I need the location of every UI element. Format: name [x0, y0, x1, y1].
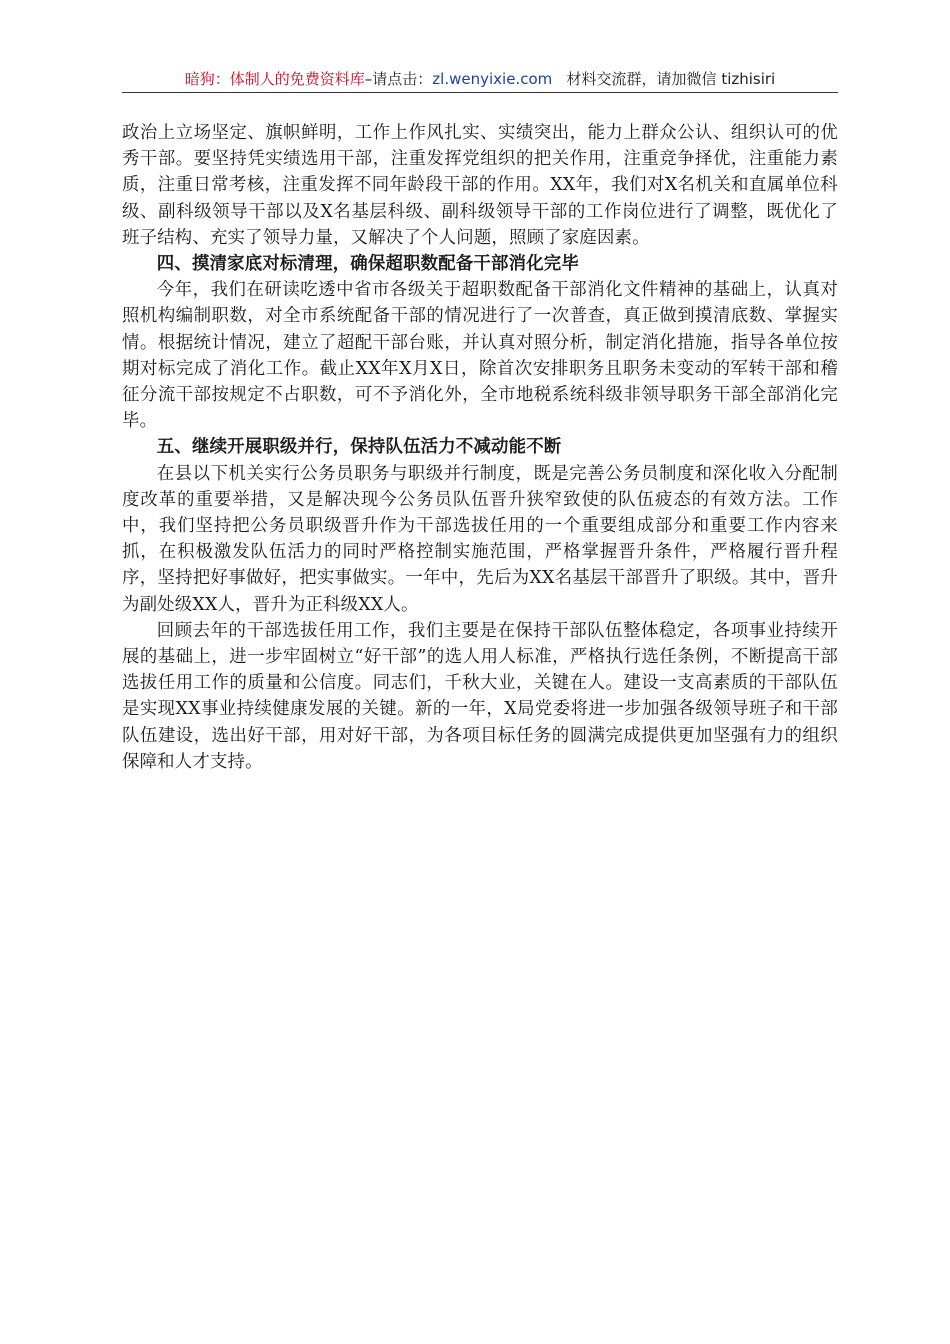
header-brand: 暗狗：体制人的免费资料库	[184, 70, 365, 88]
section-heading-4: 四、摸清家底对标清理，确保超职数配备干部消化完毕	[156, 254, 579, 275]
header-group-text: 材料交流群，请加微信 tizhisiri	[566, 70, 776, 88]
paragraph-section-5: 在县以下机关实行公务员职务与职级并行制度，既是完善公务员制度和深化收入分配制度改革的重要举措，又是解决现今公务员队伍晋升狭窄致使的队伍疲态的有效方法。工作中，我们坚持把公务员职级晋升作为干部选拔任用的一个重要组成部分和重要工作内容来抓，在积极激发队伍活力的同时严格控制实施范围，严格掌握晋升条件，严格履行晋升程序，坚持把好事做好，把实事做实。一年中，先后为XX名基层干部晋升了职级。其中，晋升为副处级XX人，晋升为正科级XX人。	[122, 463, 838, 615]
header-url-link[interactable]: zl.wenyixie.com	[432, 70, 553, 88]
page-header	[122, 66, 838, 93]
section-heading-5: 五、继续开展职级并行，保持队伍活力不减动能不断	[156, 437, 562, 458]
paragraph-section-4: 今年，我们在研读吃透中省市各级关于超职数配备干部消化文件精神的基础上，认真对照机构编制职数，对全市系统配备干部的情况进行了一次普查，真正做到摸清底数、掌握实情。根据统计情况，建立了超配干部台账，并认真对照分析，制定消化措施，指导各单位按期对标完成了消化工作。截止XX年X月X日，除首次安排职务且职务未变动的军转干部和稽征分流干部按规定不占职数，可不予消化外，全市地税系统科级非领导职务干部全部消化完毕。	[122, 280, 838, 432]
paragraph-continued: 政治上立场坚定、旗帜鲜明，工作上作风扎实、实绩突出，能力上群众公认、组织认可的优秀干部。要坚持凭实绩选用干部，注重发挥党组织的把关作用，注重竞争择优，注重能力素质，注重日常考核，注重发挥不同年龄段干部的作用。XX年，我们对X名机关和直属单位科级、副科级领导干部以及X名基层科级、副科级领导干部的工作岗位进行了调整，既优化了班子结构、充实了领导力量，又解决了个人问题，照顾了家庭因素。	[122, 123, 838, 248]
paragraph-conclusion: 回顾去年的干部选拔任用工作，我们主要是在保持干部队伍整体稳定，各项事业持续开展的基础上，进一步牢固树立“好干部”的选人用人标准，严格执行选任条例，不断提高干部选拔任用工作的质量和公信度。同志们，千秋大业，关键在人。建设一支高素质的干部队伍是实现XX事业持续健康发展的关键。新的一年，X局党委将进一步加强各级领导班子和干部队伍建设，选出好干部，用对好干部，为各项目标任务的圆满完成提供更加坚强有力的组织保障和人才支持。	[122, 620, 838, 772]
header-click-prefix: –请点击：	[364, 70, 433, 88]
document-body	[122, 120, 838, 775]
